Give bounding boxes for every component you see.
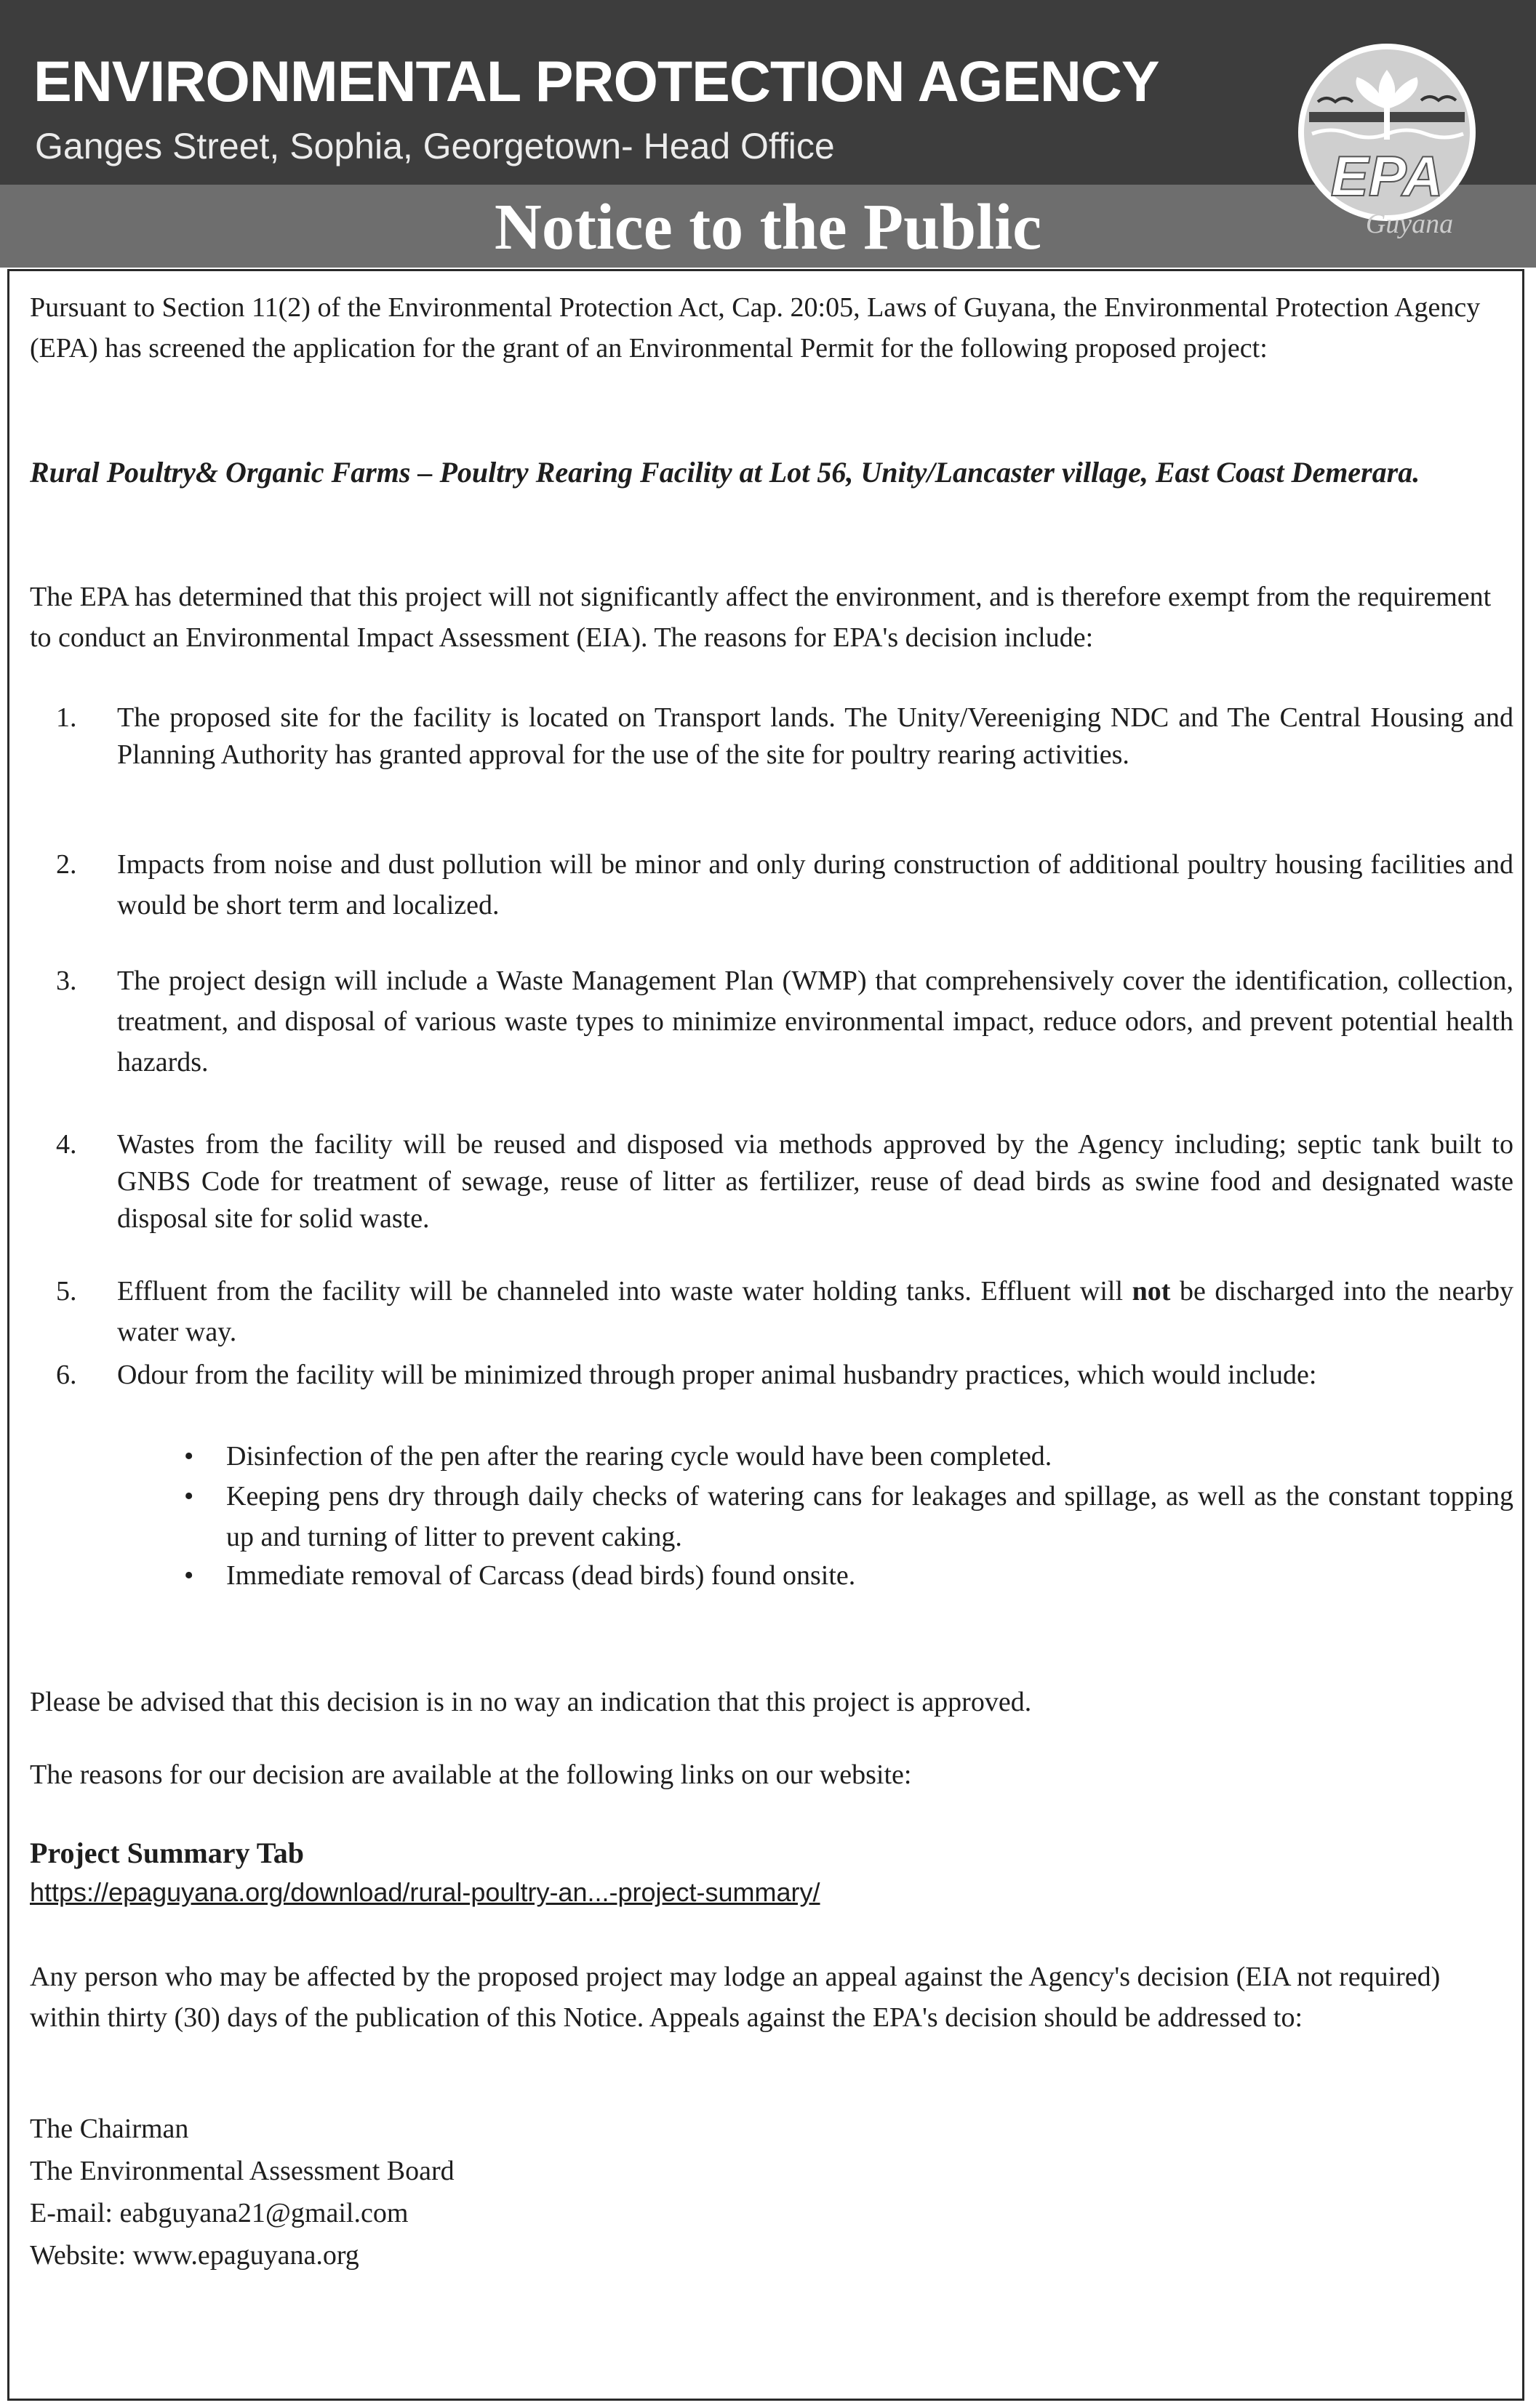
determination-paragraph: The EPA has determined that this project will not significantly affect the environment, and is therefore exempt from the requirement to conduct an Environmental Impact Assessment (EIA). The reasons for EPA's decision include:	[30, 582, 1492, 653]
contact-chairman: The Chairman	[30, 2114, 189, 2144]
logo-subtext: Guyana	[1365, 209, 1454, 239]
reason-number: 3.	[56, 966, 77, 996]
reason-text-part: Effluent from the facility will be channeled into waste water holding tanks. Effluent will	[117, 1276, 1132, 1307]
summary-heading: Project Summary Tab	[30, 1837, 305, 1869]
bullet-text: Immediate removal of Carcass (dead birds) found onsite.	[226, 1560, 856, 1591]
bullet-icon: •	[184, 1560, 194, 1591]
project-title: Rural Poultry& Organic Farms – Poultry Rearing Facility at Lot 56, Unity/Lancaster village, East Coast Demerara.	[30, 456, 1420, 489]
reason-number: 4.	[56, 1129, 77, 1160]
notice-body	[7, 269, 1524, 2401]
reason-number: 1.	[56, 702, 77, 733]
contact-email: E-mail: eabguyana21@gmail.com	[30, 2198, 409, 2228]
reason-text: Odour from the facility will be minimized through proper animal husbandry practices, which would include:	[117, 1360, 1317, 1390]
reason-text-emphasis: not	[1132, 1276, 1171, 1307]
reason-text: Impacts from noise and dust pollution will be minor and only during construction of additional poultry housing facilities and would be short term and localized.	[117, 849, 1513, 920]
epa-logo	[1267, 39, 1507, 250]
notice-title: Notice to the Public	[494, 191, 1042, 263]
project-summary-link[interactable]: https://epaguyana.org/download/rural-poultry-an...-project-summary/	[30, 1877, 820, 1907]
reason-text	[117, 1271, 1513, 1352]
contact-website: Website: www.epaguyana.org	[30, 2240, 359, 2271]
reasons-available-paragraph: The reasons for our decision are available at the following links on our website:	[30, 1759, 912, 1790]
bullet-icon: •	[184, 1441, 194, 1472]
bullet-text: Disinfection of the pen after the rearing cycle would have been completed.	[226, 1441, 1052, 1472]
bullet-text: Keeping pens dry through daily checks of watering cans for leakages and spillage, as well as the constant topping up and turning of litter to prevent caking.	[226, 1481, 1513, 1552]
summary-link-line	[30, 1872, 1511, 1913]
reason-text-part: be discharged into the nearby water way.	[117, 1276, 1513, 1347]
bullet-icon: •	[184, 1481, 194, 1512]
contact-board: The Environmental Assessment Board	[30, 2156, 455, 2186]
reason-text: The project design will include a Waste Management Plan (WMP) that comprehensively cover the identification, collection, treatment, and disposal of various waste types to minimize environmental impact, reduce odors, and prevent potential health hazards.	[117, 966, 1513, 1077]
intro-paragraph: Pursuant to Section 11(2) of the Environmental Protection Act, Cap. 20:05, Laws of Guyana, the Environmental Protection Agency (EPA) has screened the application for the grant of an Environmental Permit for the following proposed project:	[30, 292, 1481, 364]
reason-text: Wastes from the facility will be reused and disposed via methods approved by the Agency including; septic tank built to GNBS Code for treatment of sewage, reuse of litter as fertilizer, reuse of dead birds as swine food and designated waste disposal site for solid waste.	[117, 1129, 1513, 1234]
appeal-paragraph: Any person who may be affected by the proposed project may lodge an appeal against the Agency's decision (EIA not required) within thirty (30) days of the publication of this Notice. Appeals against the EPA's decision should be addressed to:	[30, 1962, 1441, 2033]
agency-address: Ganges Street, Sophia, Georgetown- Head Office	[35, 126, 835, 166]
reason-number: 5.	[56, 1276, 77, 1307]
reason-number: 6.	[56, 1360, 77, 1390]
logo-text: EPA	[1330, 144, 1444, 208]
advised-paragraph: Please be advised that this decision is in no way an indication that this project is approved.	[30, 1687, 1032, 1717]
reason-text: The proposed site for the facility is located on Transport lands. The Unity/Vereeniging NDC and The Central Housing and Planning Authority has granted approval for the use of the site for poultry rearing activities.	[117, 702, 1513, 770]
agency-name: ENVIRONMENTAL PROTECTION AGENCY	[33, 49, 1159, 113]
reason-number: 2.	[56, 849, 77, 880]
